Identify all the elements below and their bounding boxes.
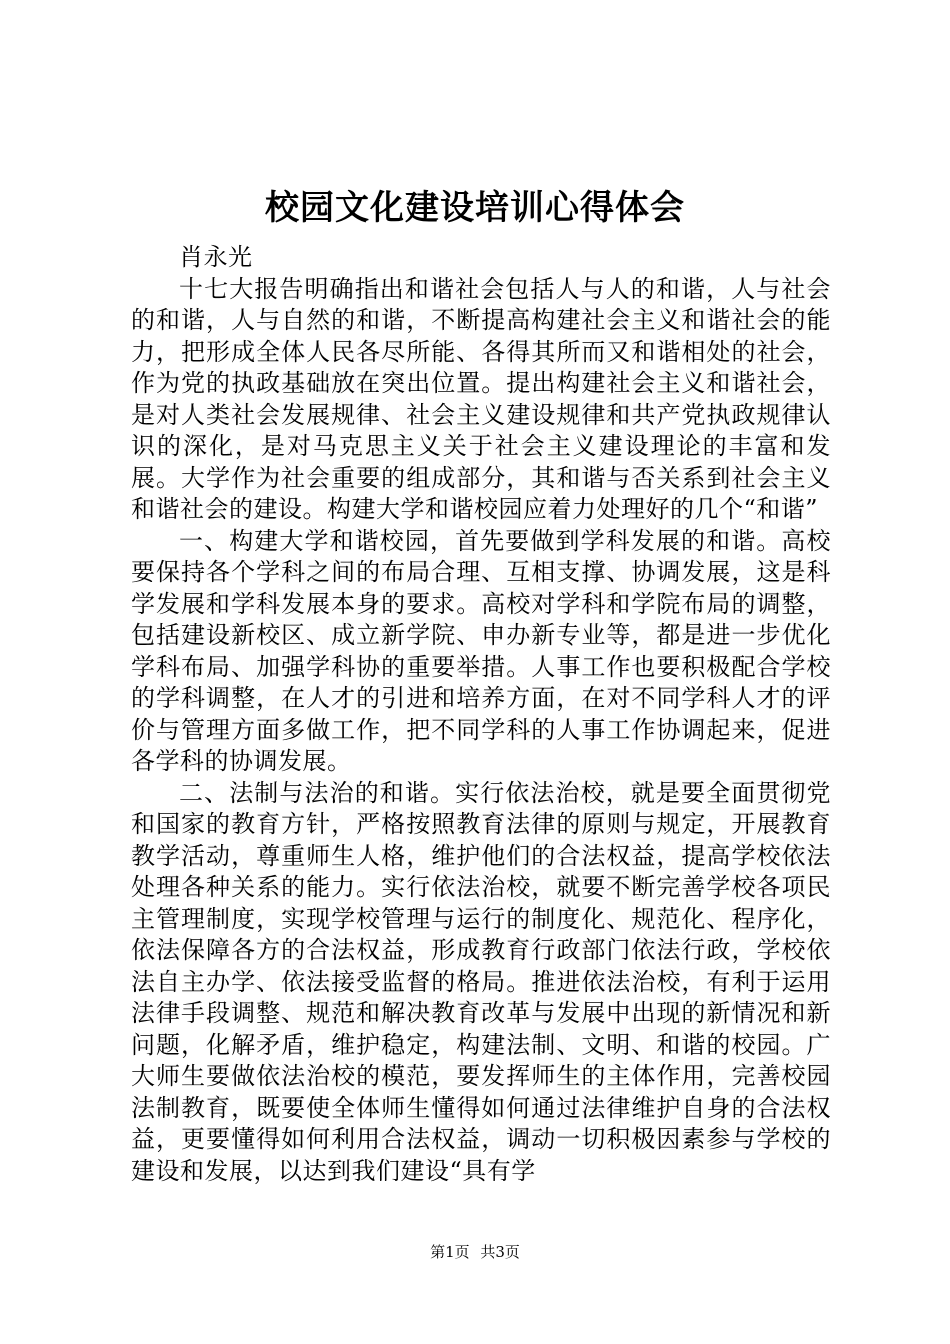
document-title: 校园文化建设培训心得体会: [265, 188, 685, 228]
paragraph-section-one: 一、构建大学和谐校园，首先要做到学科发展的和谐。高校要保持各个学科之间的布局合理、互相支撑、协调发展，这是科学发展和学科发展本身的要求。高校对学科和学院布局的调整，包括建设新校区、成立新学院、申办新专业等，都是进一步优化学科布局、加强学科协的重要举措。人事工作也要积极配合学校的学科调整，在人才的引进和培养方面，在对不同学科人才的评价与管理方面多做工作，把不同学科的人事工作协调起来，促进各学科的协调发展。: [131, 526, 831, 775]
page-total: 共3页: [480, 1243, 520, 1261]
page-number: 第1页: [430, 1243, 470, 1261]
paragraph-intro: 十七大报告明确指出和谐社会包括人与人的和谐，人与社会的和谐，人与自然的和谐，不断提高构建社会主义和谐社会的能力，把形成全体人民各尽所能、各得其所而又和谐相处的社会，作为党的执政基础放在突出位置。提出构建社会主义和谐社会，是对人类社会发展规律、社会主义建设规律和共产党执政规律认识的深化，是对马克思主义关于社会主义建设理论的丰富和发展。大学作为社会重要的组成部分，其和谐与否关系到社会主义和谐社会的建设。构建大学和谐校园应着力处理好的几个“和谐”: [131, 274, 831, 523]
paragraph-section-two: 二、法制与法治的和谐。实行依法治校，就是要全面贯彻党和国家的教育方针，严格按照教育法律的原则与规定，开展教育教学活动，尊重师生人格，维护他们的合法权益，提高学校依法处理各种关系的能力。实行依法治校，就要不断完善学校各项民主管理制度，实现学校管理与运行的制度化、规范化、程序化，依法保障各方的合法权益，形成教育行政部门依法行政，学校依法自主办学、依法接受监督的格局。推进依法治校，有利于运用法律手段调整、规范和解决教育改革与发展中出现的新情况和新问题，化解矛盾，维护稳定，构建法制、文明、和谐的校园。广大师生要做依法治校的模范，要发挥师生的主体作用，完善校园法制教育，既要使全体师生懂得如何通过法律维护自身的合法权益，更要懂得如何利用合法权益，调动一切积极因素参与学校的建设和发展，以达到我们建设“具有学: [131, 778, 831, 1185]
author-line: 肖永光: [179, 243, 253, 271]
page-footer: [0, 1242, 950, 1262]
document-body: [131, 242, 831, 1187]
